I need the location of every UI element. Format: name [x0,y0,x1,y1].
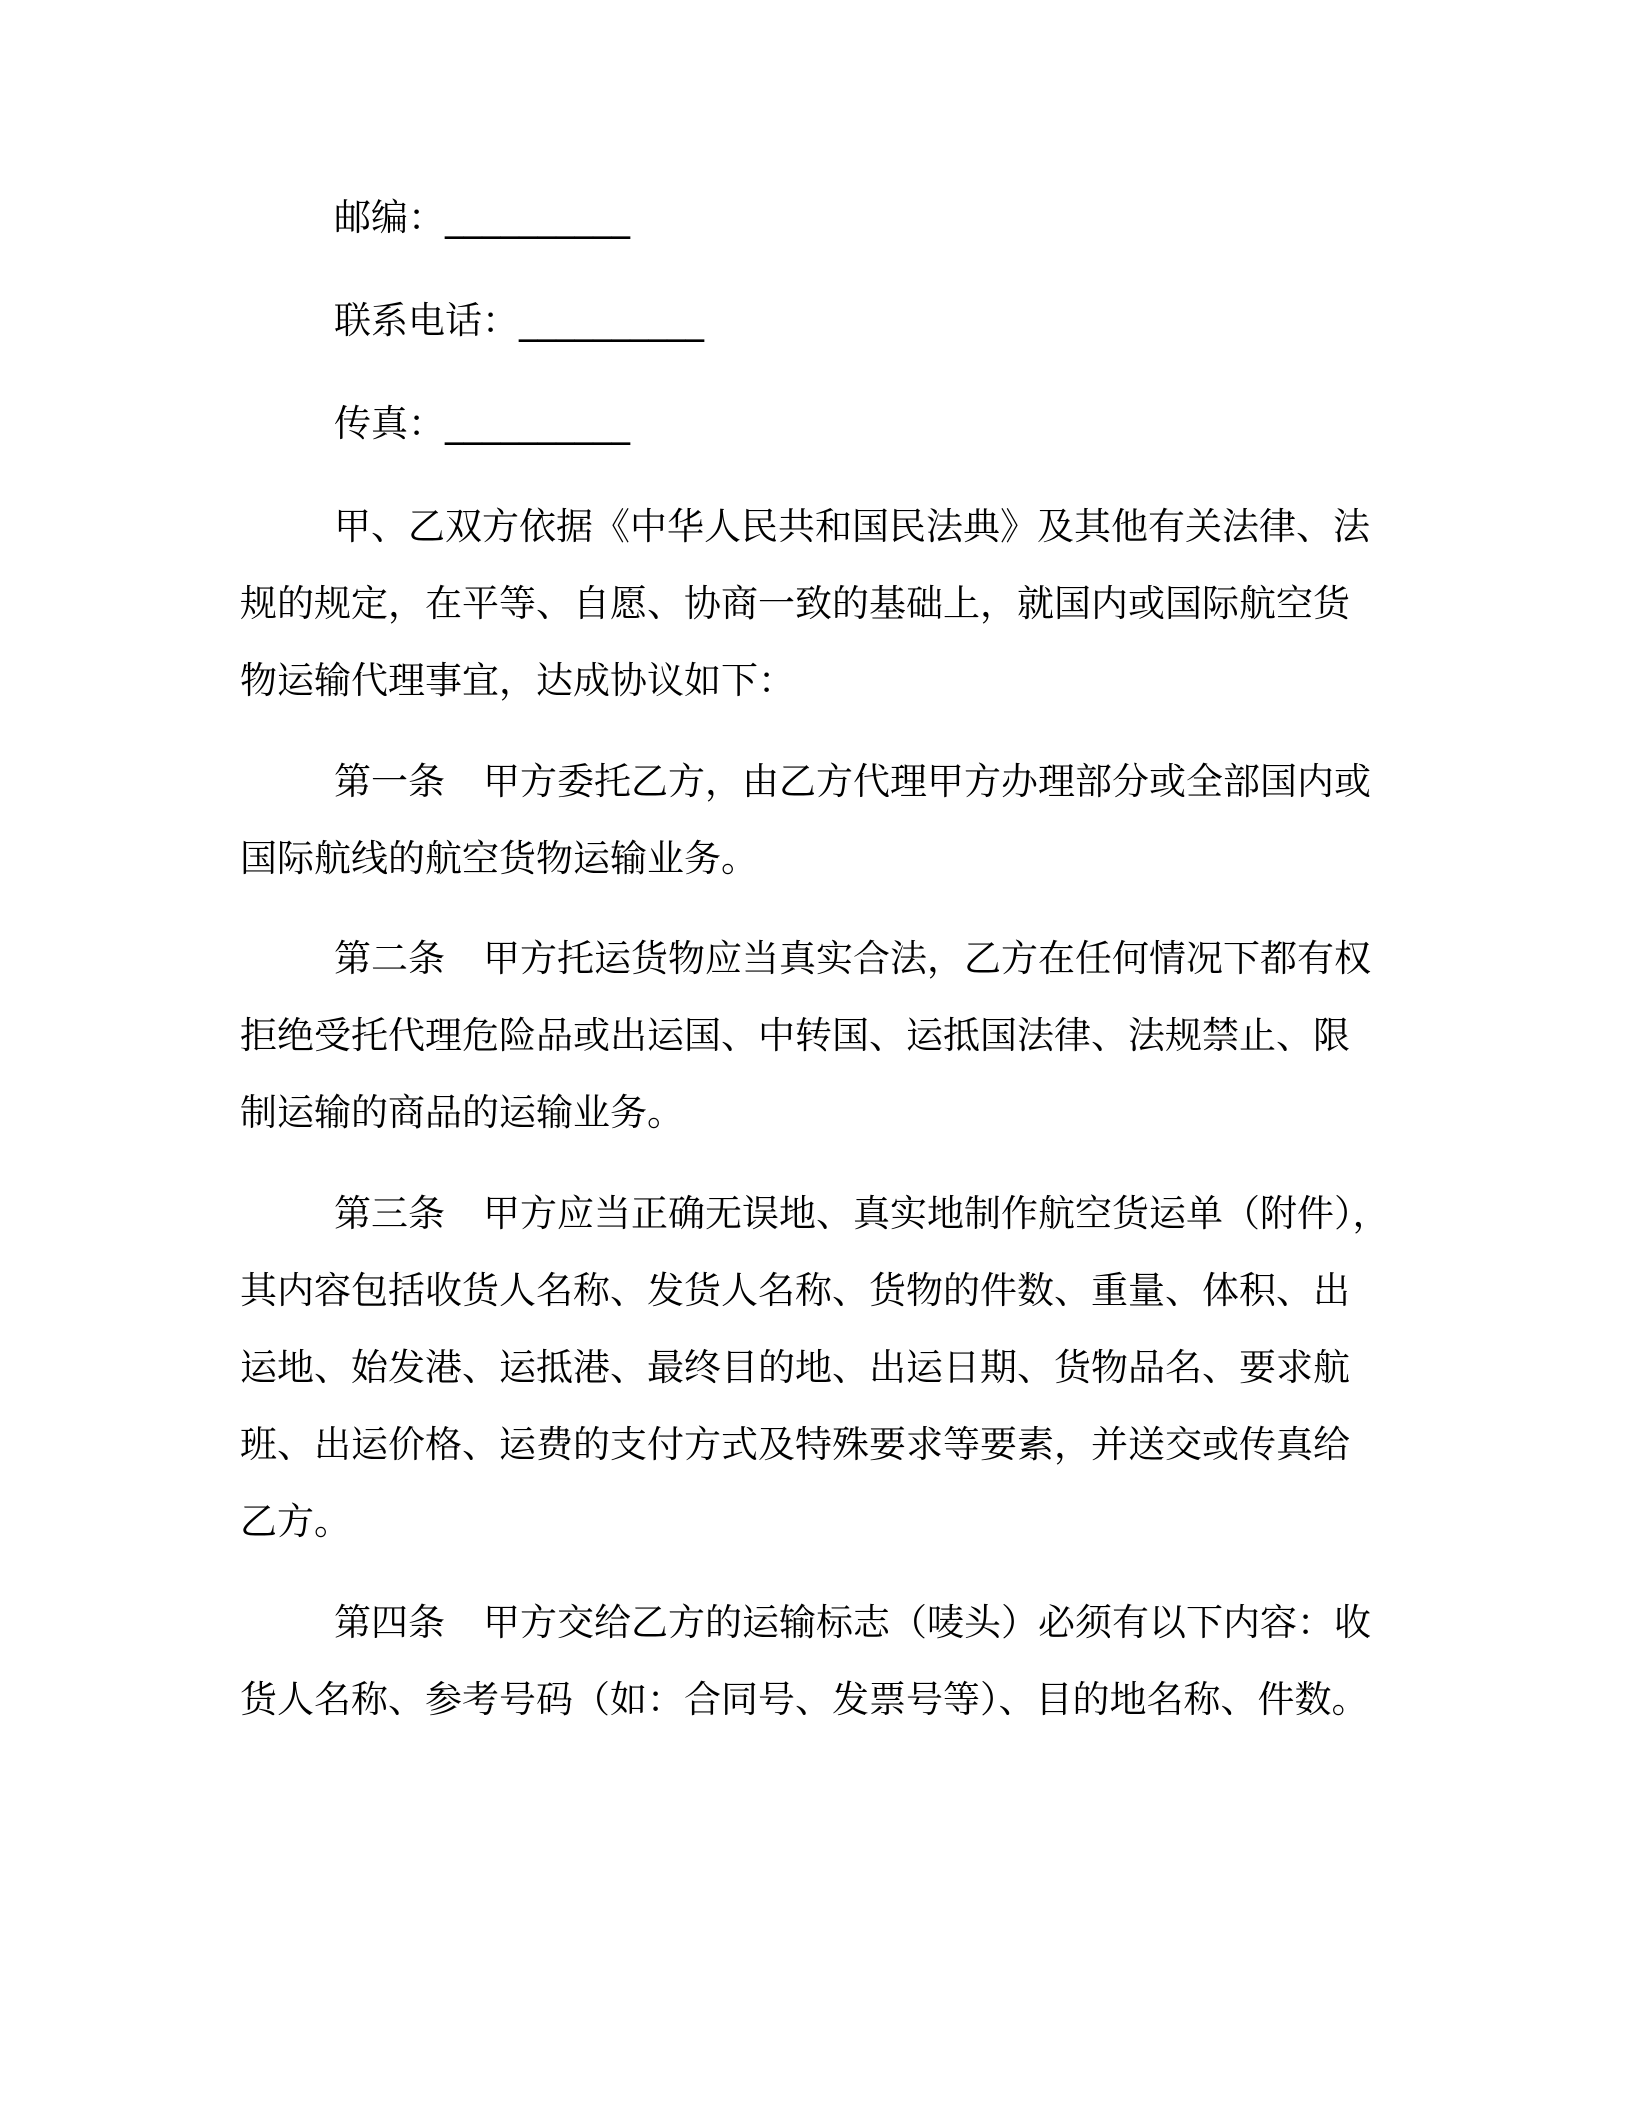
postcode-label: 邮编： [334,196,445,239]
article-3-line: 班、出运价格、运费的支付方式及特殊要求等要素，并送交或传真给 [240,1423,1350,1466]
article-1-paragraph [240,743,1400,897]
article-3-paragraph [240,1175,1400,1560]
article-4-paragraph [240,1584,1400,1738]
article-2-heading: 第二条 [334,937,445,980]
postcode-blank: __________ [445,196,630,239]
preamble-line: 规的规定，在平等、自愿、协商一致的基础上，就国内或国际航空货 [240,582,1350,625]
article-1-first-line [240,743,1400,820]
preamble-line: 甲、乙双方依据《中华人民共和国民法典》及其他有关法律、法 [334,505,1370,548]
article-1-text: 甲方委托乙方，由乙方代理甲方办理部分或全部国内或 [483,760,1371,803]
preamble-line: 物运输代理事宜，达成协议如下： [240,659,795,702]
article-2-line: 拒绝受托代理危险品或出运国、中转国、运抵国法律、法规禁止、限 [240,1014,1350,1057]
fax-label: 传真： [334,402,445,445]
article-3-text: 甲方应当正确无误地、真实地制作航空货运单（附件）， [483,1192,1390,1235]
postcode-field [334,192,630,244]
article-1-line: 国际航线的航空货物运输业务。 [240,837,758,880]
phone-field [334,295,704,347]
article-2-line: 制运输的商品的运输业务。 [240,1091,684,1134]
article-4-text: 甲方交给乙方的运输标志（唛头）必须有以下内容：收 [483,1601,1371,1644]
article-3-line: 乙方。 [240,1500,351,1543]
preamble-paragraph [240,488,1400,719]
fax-field [334,398,630,450]
article-3-first-line [240,1175,1400,1252]
article-1-heading: 第一条 [334,760,445,803]
article-3-line: 运地、始发港、运抵港、最终目的地、出运日期、货物品名、要求航 [240,1346,1350,1389]
article-4-first-line [240,1584,1400,1661]
fax-blank: __________ [445,402,630,445]
phone-blank: __________ [519,299,704,342]
article-3-heading: 第三条 [334,1192,445,1235]
article-4-line: 货人名称、参考号码（如：合同号、发票号等）、目的地名称、件数。 [240,1678,1369,1721]
article-3-line: 其内容包括收货人名称、发货人名称、货物的件数、重量、体积、出 [240,1269,1350,1312]
article-4-heading: 第四条 [334,1601,445,1644]
article-2-text: 甲方托运货物应当真实合法，乙方在任何情况下都有权 [483,937,1371,980]
phone-label: 联系电话： [334,299,519,342]
article-2-first-line [240,920,1400,997]
article-2-paragraph [240,920,1400,1151]
